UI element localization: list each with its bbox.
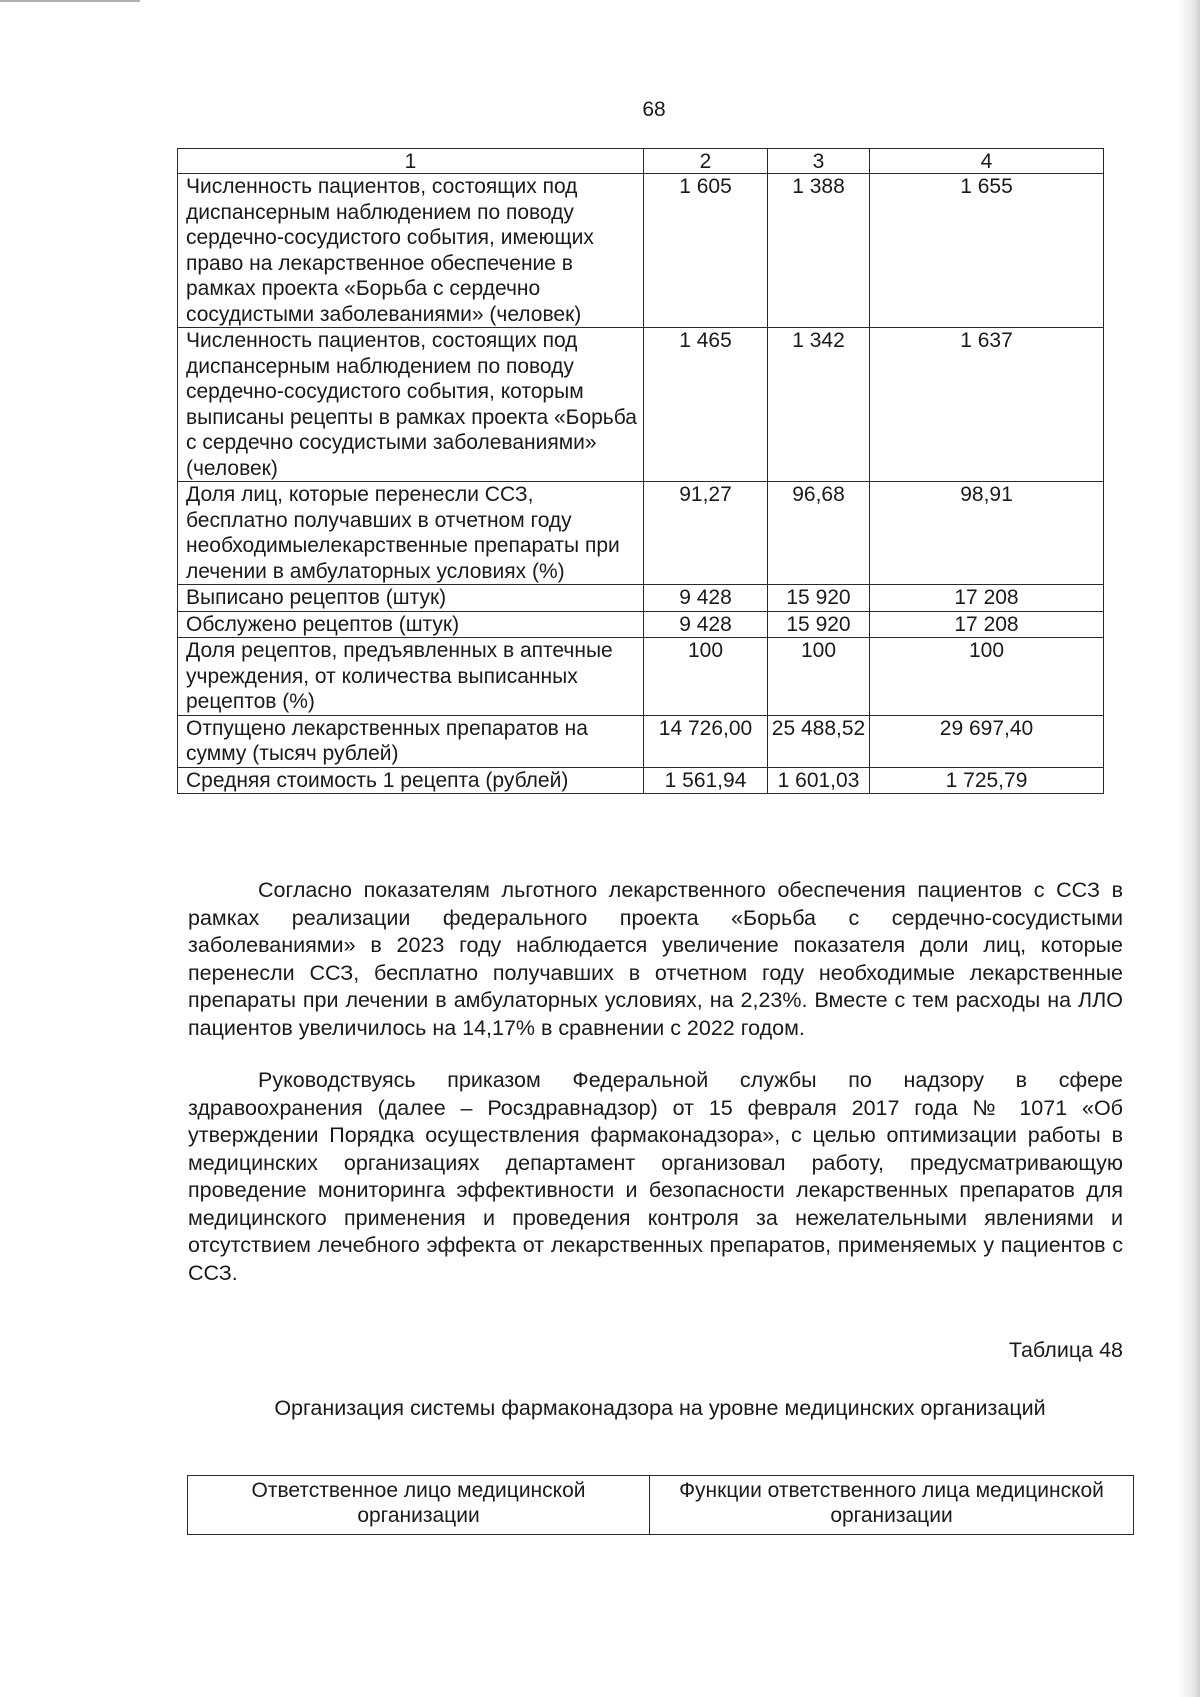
cell-value: 100	[870, 638, 1104, 716]
cell-value: 1 342	[768, 328, 870, 482]
table-row	[178, 611, 1104, 638]
cell-value: 98,91	[870, 482, 1104, 585]
table-header-row	[178, 149, 1104, 174]
table-row	[178, 767, 1104, 794]
cell-value: 25 488,52	[768, 715, 870, 767]
cell-value: 17 208	[870, 585, 1104, 612]
table-row	[178, 482, 1104, 585]
pharmacovigilance-table	[187, 1475, 1134, 1535]
cell-value: 1 601,03	[768, 767, 870, 794]
table-row	[178, 328, 1104, 482]
row-label: Численность пациентов, состоящих под диспансерным наблюдением по поводу сердечно-сосудистого события, которым выписаны рецепты в рамках проекта «Борьба с сердечно сосудистыми заболеваниями» (человек)	[178, 328, 644, 482]
scan-edge-mark	[0, 0, 140, 2]
page-edge-shadow	[1178, 0, 1200, 1697]
body-paragraph: Согласно показателям льготного лекарственного обеспечения пациентов с ССЗ в рамках реализации федерального проекта «Борьба с сердечно-сосудистыми заболеваниями» в 2023 году наблюдается увеличение показателя доли лиц, которые перенесли ССЗ, бесплатно получавших в отчетном году необходимые лекарственные препараты при лечении в амбулаторных условиях, на 2,23%. Вместе с тем расходы на ЛЛО пациентов увеличилось на 14,17% в сравнении с 2022 годом.	[188, 878, 1123, 1040]
table-title: Организация системы фармаконадзора на уровне медицинских организаций	[274, 1396, 1046, 1420]
column-header: 4	[870, 149, 1104, 174]
cell-value: 9 428	[644, 585, 768, 612]
column-header: 1	[178, 149, 644, 174]
column-header: 3	[768, 149, 870, 174]
column-header: Функции ответственного лица медицинской организации	[650, 1476, 1134, 1535]
body-paragraph: Руководствуясь приказом Федеральной службы по надзору в сфере здравоохранения (далее – Росздравнадзор) от 15 февраля 2017 года № 1071 «Об утверждении Порядка осуществления фармаконадзора», с целью оптимизации работы в медицинских организациях департамент организовал работу, предусматривающую проведение мониторинга эффективности и безопасности лекарственных препаратов для медицинского применения и проведения контроля за нежелательными явлениями и отсутствием лечебного эффекта от лекарственных препаратов, применяемых у пациентов с ССЗ.	[188, 1068, 1123, 1285]
row-label: Средняя стоимость 1 рецепта (рублей)	[178, 767, 644, 794]
column-header: Ответственное лицо медицинской организации	[188, 1476, 650, 1535]
row-label: Обслужено рецептов (штук)	[178, 611, 644, 638]
column-header: 2	[644, 149, 768, 174]
cell-value: 100	[768, 638, 870, 716]
table-row	[178, 585, 1104, 612]
cell-value: 1 388	[768, 174, 870, 328]
cell-value: 100	[644, 638, 768, 716]
cell-value: 96,68	[768, 482, 870, 585]
row-label: Выписано рецептов (штук)	[178, 585, 644, 612]
cell-value: 29 697,40	[870, 715, 1104, 767]
cell-value: 1 725,79	[870, 767, 1104, 794]
cell-value: 1 605	[644, 174, 768, 328]
row-label: Отпущено лекарственных препаратов на сумму (тысяч рублей)	[178, 715, 644, 767]
cell-value: 9 428	[644, 611, 768, 638]
cell-value: 1 655	[870, 174, 1104, 328]
table-row	[178, 715, 1104, 767]
table-row	[178, 174, 1104, 328]
cell-value: 91,27	[644, 482, 768, 585]
cell-value: 1 637	[870, 328, 1104, 482]
page-number: 68	[642, 98, 666, 121]
cell-value: 14 726,00	[644, 715, 768, 767]
row-label: Доля рецептов, предъявленных в аптечные учреждения, от количества выписанных рецептов (%)	[178, 638, 644, 716]
cell-value: 15 920	[768, 611, 870, 638]
row-label: Доля лиц, которые перенесли ССЗ, бесплатно получавших в отчетном году необходимыелекарственные препараты при лечении в амбулаторных условиях (%)	[178, 482, 644, 585]
cell-value: 15 920	[768, 585, 870, 612]
row-label: Численность пациентов, состоящих под диспансерным наблюдением по поводу сердечно-сосудистого события, имеющих право на лекарственное обеспечение в рамках проекта «Борьба с сердечно сосудистыми заболеваниями» (человек)	[178, 174, 644, 328]
cell-value: 1 561,94	[644, 767, 768, 794]
table-row	[178, 638, 1104, 716]
statistics-table	[177, 148, 1104, 794]
table-caption: Таблица 48	[1008, 1338, 1123, 1362]
cell-value: 17 208	[870, 611, 1104, 638]
cell-value: 1 465	[644, 328, 768, 482]
table-header-row	[188, 1476, 1134, 1535]
